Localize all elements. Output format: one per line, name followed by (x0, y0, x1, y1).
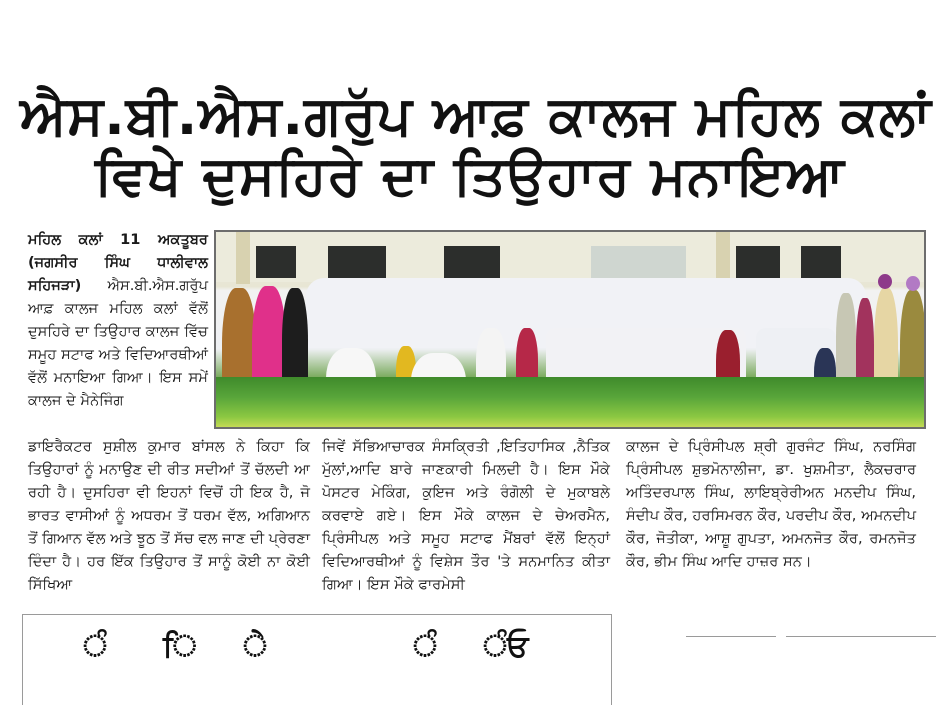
headline-line-2: ਵਿਖੇ ਦੁਸਹਿਰੇ ਦਾ ਤਿਉਹਾਰ ਮਨਾਇਆ (94, 144, 846, 207)
next-article-box (22, 614, 612, 705)
dateline: ਮਹਿਲ ਕਲਾਂ 11 ਅਕਤੂਬਰ (28, 231, 208, 248)
byline: (ਜਗਸੀਰ ਸਿੰਘ ਧਾਲੀਵਾਲ ਸਹਿਜੜਾ) (28, 254, 208, 294)
photo-turban (906, 276, 920, 291)
photo-turban (878, 274, 892, 289)
photo-lawn (216, 377, 924, 427)
group-photo (214, 230, 926, 429)
article-column-1-top (28, 228, 208, 412)
article-column-2 (322, 435, 610, 596)
photo-crowd (216, 268, 924, 388)
cropped-headline-glyph: ੇ (243, 629, 267, 664)
body-text: ਡਾਇਰੈਕਟਰ ਸੁਸ਼ੀਲ ਕੁਮਾਰ ਬਾਂਸਲ ਨੇ ਕਿਹਾ ਕਿ ਤਿਉਹਾਰਾਂ ਨੂੰ ਮਨਾਉਣ ਦੀ ਰੀਤ ਸਦੀਆਂ ਤੋਂ ਚੱਲਦੀ ਆ ਰਹੀ ਹੈ। ਦੁਸਹਿਰਾ ਵੀ ਇਹਨਾਂ ਵਿਚੋਂ ਹੀ ਇਕ ਹੈ, ਜੋ ਭਾਰਤ ਵਾਸੀਆਂ ਨੂੰ ਅਧਰਮ ਤੋਂ ਧਰਮ ਵੱਲ, ਅਗਿਆਨ ਤੋਂ ਗਿਆਨ ਵੱਲ ਅਤੇ ਝੂਠ ਤੋਂ ਸੱਚ ਵਲ ਜਾਣ ਦੀ ਪ੍ਰੇਰਣਾ ਦਿੰਦਾ ਹੈ। ਹਰ ਇੱਕ ਤਿਉਹਾਰ ਤੋਂ ਸਾਨੂੰ ਕੋਈ ਨਾ ਕੋਈ ਸਿੱਖਿਆ (28, 438, 310, 593)
cropped-headline-glyph: ੰਓ (483, 629, 529, 664)
divider (686, 636, 776, 637)
article-column-1-bottom (28, 435, 310, 596)
article-column-3 (626, 435, 916, 573)
cropped-headline-glyph: ਿ (163, 629, 197, 664)
cropped-headline-glyph: ੰ (83, 629, 107, 664)
divider (786, 636, 936, 637)
body-text: ਕਾਲਜ ਦੇ ਪ੍ਰਿੰਸੀਪਲ ਸ਼੍ਰੀ ਗੁਰਜੰਟ ਸਿੰਘ, ਨਰਸਿੰਗ ਪ੍ਰਿੰਸੀਪਲ ਸ਼ੁਭਮੋਨਾਲੀਜਾ, ਡਾ. ਖੁਸ਼ਮੀਤਾ, ਲੈਕਚਰਾਰ ਅਤਿੰਦਰਪਾਲ ਸਿੰਘ, ਲਾਇਬ੍ਰੇਰੀਅਨ ਮਨਦੀਪ ਸਿੰਘ, ਸੰਦੀਪ ਕੌਰ, ਹਰਸਿਮਰਨ ਕੌਰ, ਪਰਦੀਪ ਕੌਰ, ਅਮਨਦੀਪ ਕੌਰ, ਜੋਤੀਕਾ, ਆਸ਼ੂ ਗੁਪਤਾ, ਅਮਨਜੋਤ ਕੌਰ, ਰਮਨਜੋਤ ਕੌਰ, ਭੀਮ ਸਿੰਘ ਆਦਿ ਹਾਜ਼ਰ ਸਨ। (626, 438, 916, 570)
headline-line-1: ਐਸ.ਬੀ.ਐਸ.ਗਰੁੱਪ ਆਫ਼ ਕਾਲਜ ਮਹਿਲ ਕਲਾਂ (20, 84, 932, 147)
body-text: ਐਸ.ਬੀ.ਐਸ.ਗਰੁੱਪ ਆਫ਼ ਕਾਲਜ ਮਹਿਲ ਕਲਾਂ ਵੱਲੋਂ ਦੁਸਹਿਰੇ ਦਾ ਤਿਉਹਾਰ ਕਾਲਜ ਵਿੱਚ ਸਮੂਹ ਸਟਾਫ ਅਤੇ ਵਿਦਿਆਰਥੀਆਂ ਵੱਲੋਂ ਮਨਾਇਆ ਗਿਆ। ਇਸ ਸਮੇਂ ਕਾਲਜ ਦੇ ਮੈਨੇਜਿੰਗ (28, 277, 208, 409)
cropped-headline-glyph: ੰ (413, 629, 437, 664)
body-text: ਜਿਵੇਂ ਸੱਭਿਆਚਾਰਕ ਸੰਸਕ੍ਰਿਤੀ ,ਇਤਿਹਾਸਿਕ ,ਨੈਤਿਕ ਮੁੱਲਾਂ,ਆਦਿ ਬਾਰੇ ਜਾਣਕਾਰੀ ਮਿਲਦੀ ਹੈ। ਇਸ ਮੌਕੇ ਪੋਸਟਰ ਮੇਕਿੰਗ, ਕੁਇਜ ਅਤੇ ਰੰਗੋਲੀ ਦੇ ਮੁਕਾਬਲੇ ਕਰਵਾਏ ਗਏ। ਇਸ ਮੌਕੇ ਕਾਲਜ ਦੇ ਚੇਅਰਮੈਨ, ਪ੍ਰਿੰਸੀਪਲ ਅਤੇ ਸਮੂਹ ਸਟਾਫ ਮੈਂਬਰਾਂ ਵੱਲੋਂ ਇਨ੍ਹਾਂ ਵਿਦਿਆਰਥੀਆਂ ਨੂੰ ਵਿਸ਼ੇਸ ਤੌਰ 'ਤੇ ਸਨਮਾਨਿਤ ਕੀਤਾ ਗਿਆ। ਇਸ ਮੌਕੇ ਫਾਰਮੇਸੀ (322, 438, 610, 593)
headline (20, 84, 932, 207)
